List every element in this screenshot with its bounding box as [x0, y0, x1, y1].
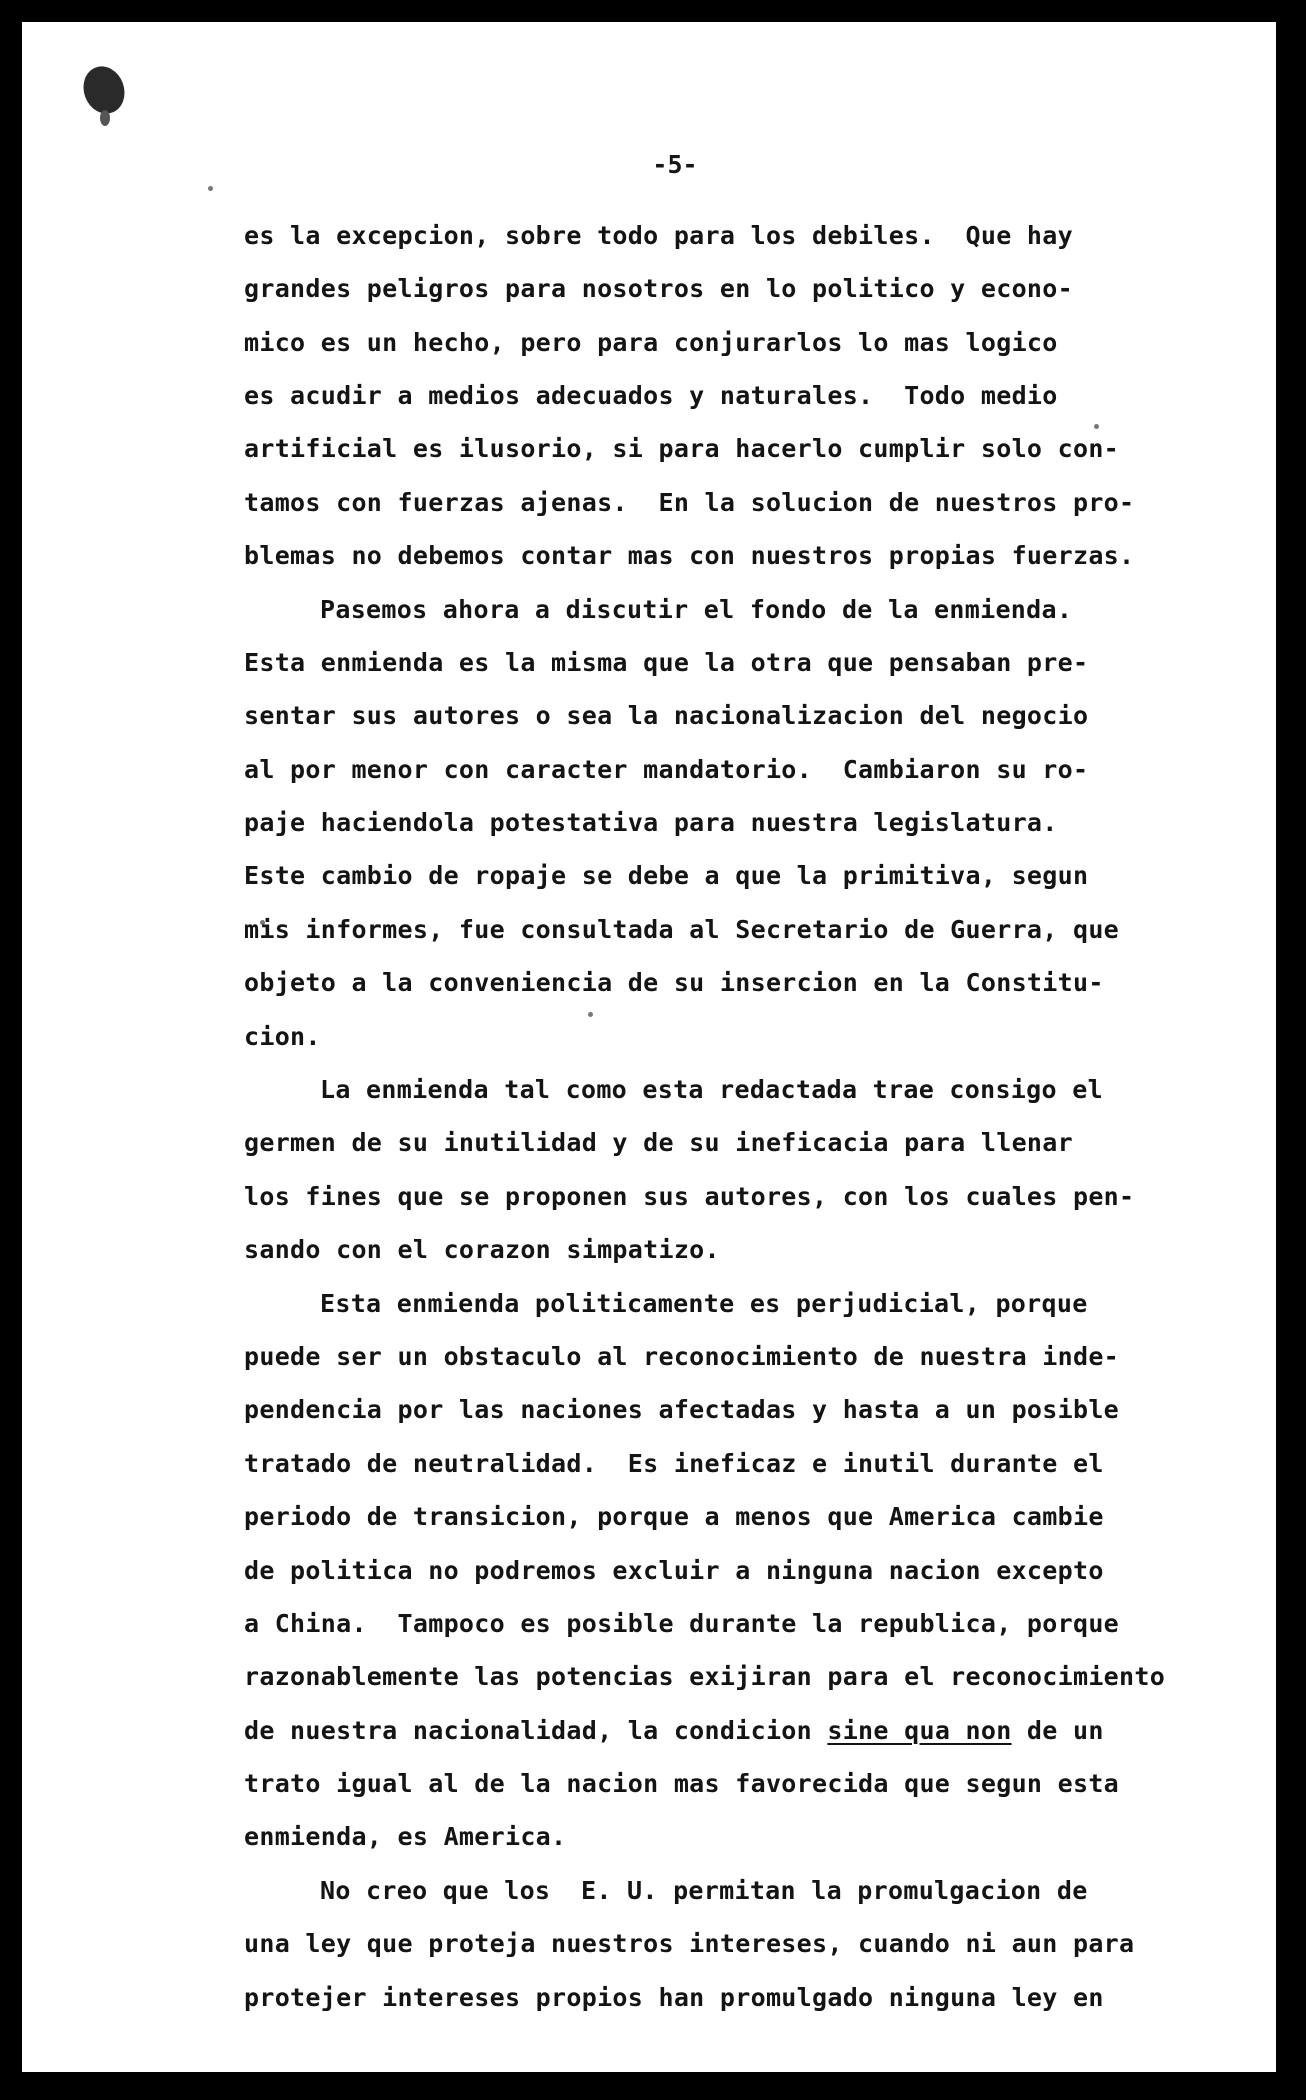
- text-line: periodo de transicion, porque a menos que America cambie: [244, 1502, 1104, 1531]
- ink-stain-small: [100, 110, 110, 126]
- text-line: es acudir a medios adecuados y naturales. Todo medio: [244, 381, 1058, 410]
- paper-speck: [208, 186, 213, 191]
- text-line: puede ser un obstaculo al reconocimiento de nuestra inde-: [244, 1342, 1120, 1371]
- text-line: Esta enmienda es la misma que la otra que pensaban pre-: [244, 648, 1089, 677]
- text-line: trato igual al de la nacion mas favorecida que segun esta: [244, 1769, 1120, 1798]
- text-line: sando con el corazon simpatizo.: [244, 1235, 720, 1264]
- text-line: protejer intereses propios han promulgado ninguna ley en: [244, 1983, 1104, 2012]
- text-line: pendencia por las naciones afectadas y hasta a un posible: [244, 1395, 1120, 1424]
- text-line: sentar sus autores o sea la nacionalizacion del negocio: [244, 701, 1089, 730]
- text-line: a China. Tampoco es posible durante la republica, porque: [244, 1609, 1120, 1638]
- text-line: objeto a la conveniencia de su insercion en la Constitu-: [244, 968, 1104, 997]
- text-line: los fines que se proponen sus autores, con los cuales pen-: [244, 1182, 1135, 1211]
- text-line: blemas no debemos contar mas con nuestros propias fuerzas.: [244, 541, 1135, 570]
- text-line: grandes peligros para nosotros en lo politico y econo-: [244, 274, 1073, 303]
- text-line: de politica no podremos excluir a ninguna nacion excepto: [244, 1556, 1104, 1585]
- text-line: mis informes, fue consultada al Secretario de Guerra, que: [244, 915, 1120, 944]
- text-line-with-underline: [244, 1716, 1104, 1746]
- text-line: No creo que los E. U. permitan la promulgacion de: [320, 1876, 1088, 1905]
- text-segment: de un: [1011, 1716, 1104, 1745]
- underlined-phrase: sine qua non: [827, 1716, 1012, 1745]
- text-line: Este cambio de ropaje se debe a que la primitiva, segun: [244, 861, 1089, 890]
- document-page: [22, 22, 1276, 2072]
- text-line: mico es un hecho, pero para conjurarlos lo mas logico: [244, 328, 1058, 357]
- text-line: al por menor con caracter mandatorio. Cambiaron su ro-: [244, 755, 1089, 784]
- text-line: artificial es ilusorio, si para hacerlo cumplir solo con-: [244, 434, 1120, 463]
- page-number: -5-: [652, 150, 698, 179]
- text-line: Pasemos ahora a discutir el fondo de la enmienda.: [320, 595, 1073, 624]
- text-line: paje haciendola potestativa para nuestra legislatura.: [244, 808, 1058, 837]
- text-line: tamos con fuerzas ajenas. En la solucion de nuestros pro-: [244, 488, 1135, 517]
- text-line: es la excepcion, sobre todo para los debiles. Que hay: [244, 221, 1073, 250]
- text-line: germen de su inutilidad y de su ineficacia para llenar: [244, 1128, 1073, 1157]
- text-line: enmienda, es America.: [244, 1822, 567, 1851]
- text-line: Esta enmienda politicamente es perjudicial, porque: [320, 1289, 1088, 1318]
- text-line: cion.: [244, 1022, 321, 1051]
- text-line: tratado de neutralidad. Es ineficaz e inutil durante el: [244, 1449, 1104, 1478]
- text-segment: de nuestra nacionalidad, la condicion: [244, 1716, 828, 1745]
- paper-speck: [588, 1012, 593, 1017]
- text-line: razonablemente las potencias exijiran para el reconocimiento: [244, 1662, 1166, 1691]
- text-line: una ley que proteja nuestros intereses, cuando ni aun para: [244, 1929, 1135, 1958]
- paper-speck: [1094, 424, 1099, 429]
- text-line: La enmienda tal como esta redactada trae consigo el: [320, 1075, 1103, 1104]
